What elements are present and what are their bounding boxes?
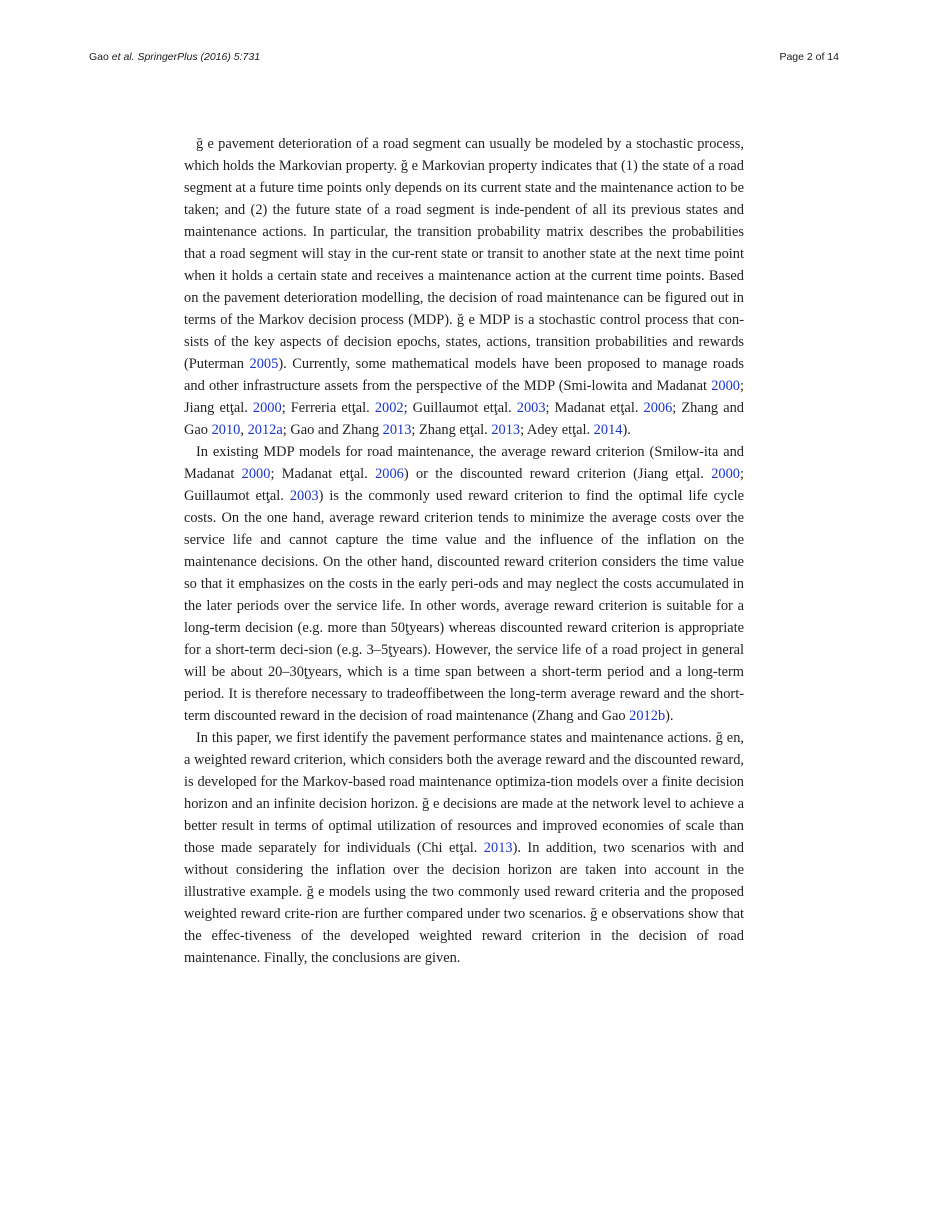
citation-link[interactable]: 2000 [711, 466, 740, 482]
citation-link[interactable]: 2002 [374, 400, 404, 416]
paragraph-text: ğ e pavement deterioration of a road segment can usually be modeled by a stochastic process, which holds the Markovian property. ğ e Markovian property indicates that (1) the state of a road segment at a future time points only depends on its current state and the maintenance action to be taken; and (2) the future state of a road segment is inde-pendent of all its previous states and maintenance actions. In particular, the transition probability matrix describes the probabilities that a road segment will stay in the cur-rent state or transit to another state at the next time point when it holds a certain state and receives a maintenance action at the current time points. Based on the pavement deterioration modelling, the decision of road maintenance can be figured out in terms of the Markov decision process (MDP). ğ e MDP is a stochastic control process that con-sists of the key aspects of decision epochs, states, actions, transition probabilities and rewards (Puterman [184, 136, 744, 372]
citation-link[interactable]: 2003 [516, 400, 546, 416]
page-header [89, 51, 839, 67]
running-head-citation [89, 51, 260, 63]
citation-link[interactable]: 2012a [247, 422, 283, 438]
paragraph-text: ; Madanat etţal. [270, 466, 376, 482]
citation-link[interactable]: 2000 [252, 400, 282, 416]
paragraph-text: ). Currently, some mathematical models have been proposed to manage roads and other infrastructure assets from the perspective of the MDP (Smi-lowita and Madanat [184, 356, 744, 394]
citation-link[interactable]: 2006 [375, 466, 404, 482]
paragraph-text: , [240, 422, 248, 438]
citation-link[interactable]: 2012b [629, 708, 666, 724]
paragraph-2 [184, 441, 744, 727]
paragraph-text: ; Gao and Zhang [282, 422, 383, 438]
citation-link[interactable]: 2010 [211, 422, 241, 438]
citation-link[interactable]: 2006 [643, 400, 673, 416]
paragraph-text: ; Guillaumot etţal. [184, 466, 744, 504]
paragraph-text: ; Ferreria etţal. [281, 400, 375, 416]
paragraph-text: ). [665, 708, 674, 724]
paragraph-text: ) or the discounted reward criterion (Jiang etţal. [403, 466, 712, 482]
paragraph-text: ; Zhang and Gao [184, 400, 744, 438]
article-body [184, 133, 744, 969]
paragraph-text: ) is the commonly used reward criterion to find the optimal life cycle costs. On the one hand, average reward criterion tends to minimize the average costs over the service life and cannot capture the time value and the influence of the inflation on the maintenance decisions. On the other hand, discounted reward criterion considers the time value so that it emphasizes on the costs in the early peri-ods and may neglect the costs accumulated in the later periods over the service life. In other words, average reward criterion is suitable for a long-term decision (e.g. more than 50ţyears) whereas discounted reward criterion is appropriate for a short-term deci-sion (e.g. 3–5ţyears). However, the service life of a road project in general will be about 20–30ţyears, which is a time span between a short-term period and a long-term period. It is therefore necessary to tradeoffibetween the long-term average reward and the short-term discounted reward in the decision of road maintenance (Zhang and Gao [184, 488, 744, 724]
paragraph-3 [184, 727, 744, 969]
paragraph-text: ; Jiang etţal. [184, 378, 744, 416]
paragraph-text: ; Guillaumot etţal. [403, 400, 517, 416]
paragraph-text: ; Adey etţal. [520, 422, 594, 438]
paragraph-text: ; Zhang etţal. [411, 422, 492, 438]
citation-link[interactable]: 2003 [289, 488, 319, 504]
citation-link[interactable]: 2000 [711, 378, 740, 394]
paragraph-1 [184, 133, 744, 441]
citation-link[interactable]: 2000 [241, 466, 271, 482]
paragraph-text: In this paper, we first identify the pavement performance states and maintenance actions. ğ en, a weighted reward criterion, which considers both the average reward and the discounted reward, is developed for the Markov-based road maintenance optimiza-tion models over a finite decision horizon and an infinite decision horizon. ğ e decisions are made at the network level to achieve a better result in terms of optimal utilization of resources and improved economies of scale than those made separately for individuals (Chi etţal. [184, 730, 744, 856]
running-head-volume: (2016) 5:731 [200, 51, 261, 63]
paragraph-text: ). [622, 422, 631, 438]
running-head-et-al: et al. [111, 51, 135, 63]
citation-link[interactable]: 2013 [382, 422, 412, 438]
citation-link[interactable]: 2013 [483, 840, 513, 856]
paragraph-text: In existing MDP models for road maintenance, the average reward criterion (Smilow-ita and Madanat [184, 444, 744, 482]
page-number: Page 2 of 14 [779, 51, 839, 63]
running-head-authors: Gao [89, 51, 112, 63]
citation-link[interactable]: 2014 [593, 422, 623, 438]
running-head-journal: SpringerPlus [137, 51, 198, 63]
citation-link[interactable]: 2005 [249, 356, 279, 372]
paragraph-text: ; Madanat etţal. [545, 400, 644, 416]
citation-link[interactable]: 2013 [491, 422, 521, 438]
paragraph-text: ). In addition, two scenarios with and without considering the inflation over the decision horizon are taken into account in the illustrative example. ğ e models using the two commonly used reward criteria and the proposed weighted reward crite-rion are further compared under two scenarios. ğ e observations show that the effec-tiveness of the developed weighted reward criterion in the decision of road maintenance. Finally, the conclusions are given. [184, 840, 744, 966]
